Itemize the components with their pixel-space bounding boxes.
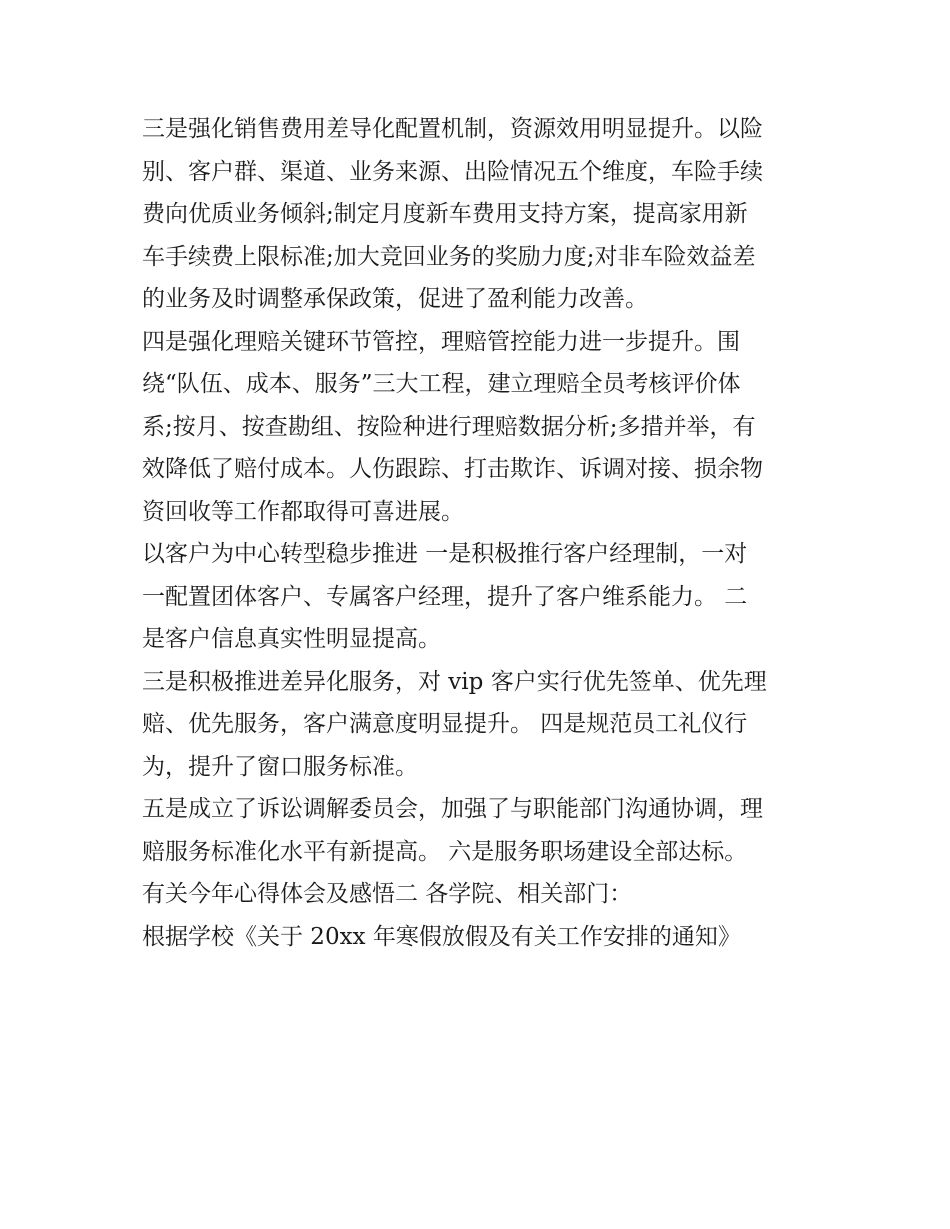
text-line: 赔、优先服务，客户满意度明显提升。 四是规范员工礼仪行 [142, 711, 748, 737]
text-line: 赔服务标准化水平有新提高。 六是服务职场建设全部达标。 [142, 838, 748, 865]
paragraph-sales-cost [142, 108, 814, 321]
paragraph-section-heading [142, 873, 814, 916]
text-line: 五是成立了诉讼调解委员会，加强了与职能部门沟通协调，理 [142, 796, 763, 822]
text-line: 资回收等工作都取得可喜进展。 [142, 498, 464, 525]
text-line: 车手续费上限标准;加大竞回业务的奖励力度;对非车险效益差 [142, 243, 756, 270]
text-line: 以客户为中心转型稳步推进 一是积极推行客户经理制，一对 [142, 541, 748, 567]
text-line: 有关今年心得体会及感悟二 各学院、相关部门： [142, 881, 633, 907]
text-line: 绕“队伍、成本、服务”三大工程，建立理赔全员考核评价体 [142, 371, 741, 397]
paragraph-claims-control [142, 321, 814, 534]
paragraph-mediation-committee [142, 788, 814, 873]
text-line: 别、客户群、渠道、业务来源、出险情况五个维度，车险手续 [142, 158, 763, 185]
paragraph-customer-center [142, 533, 814, 661]
text-line: 为，提升了窗口服务标准。 [142, 753, 418, 780]
text-line: 效降低了赔付成本。人伤跟踪、打击欺诈、诉调对接、损余物 [142, 456, 763, 482]
text-line: 四是强化理赔关键环节管控，理赔管控能力进一步提升。围 [142, 328, 740, 355]
text-line: 一配置团体客户、专属客户经理，提升了客户维系能力。 二 [142, 583, 748, 610]
document-body [142, 108, 814, 958]
text-line: 三是积极推进差异化服务，对 vip 客户实行优先签单、优先理 [142, 668, 767, 695]
text-line: 根据学校《关于 20xx 年寒假放假及有关工作安排的通知》 [142, 923, 741, 950]
paragraph-school-notice [142, 916, 814, 959]
paragraph-differentiated-service [142, 661, 814, 789]
text-line: 三是强化销售费用差导化配置机制，资源效用明显提升。以险 [142, 116, 763, 142]
text-line: 系;按月、按查勘组、按险种进行理赔数据分析;多措并举，有 [142, 413, 756, 440]
text-line: 费向优质业务倾斜;制定月度新车费用支持方案，提高家用新 [142, 201, 748, 227]
text-line: 是客户信息真实性明显提高。 [142, 626, 441, 652]
text-line: 的业务及时调整承保政策，促进了盈利能力改善。 [142, 286, 648, 312]
